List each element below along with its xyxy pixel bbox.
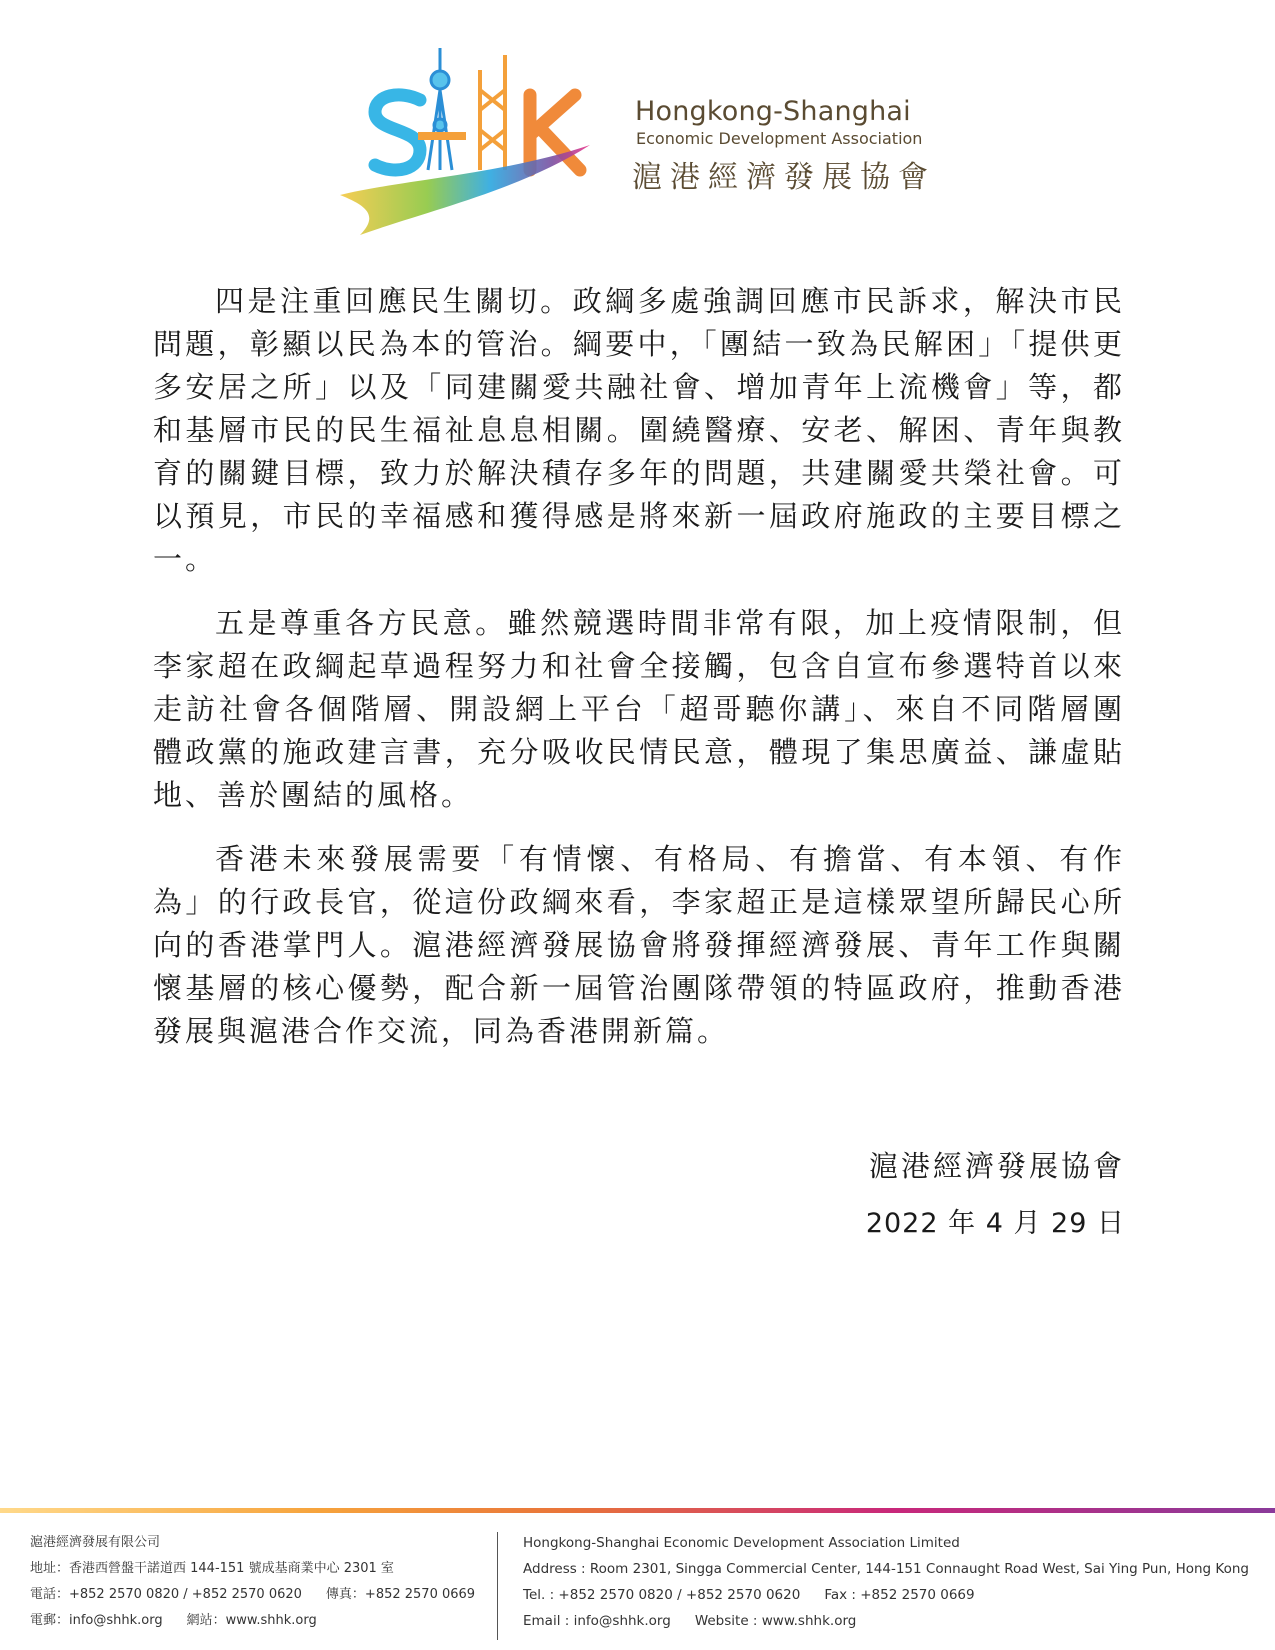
- signature-block: [866, 1146, 1125, 1244]
- letter-body: [153, 280, 1125, 1074]
- paragraph-1: 四是注重回應民生關切。政綱多處強調回應市民訴求，解決市民問題，彰顯以民為本的管治。綱要中，「團結一致為民解困」「提供更多安居之所」以及「同建關愛共融社會、增加青年上流機會」等，都和基層市民的民生福祉息息相關。圍繞醫療、安老、解困、青年與教育的關鍵目標，致力於解決積存多年的問題，共建關愛共榮社會。可以預見，市民的幸福感和獲得感是將來新一屆政府施政的主要目標之一。: [153, 284, 1125, 576]
- footer-phone-en: Tel. : +852 2570 0820 / +852 2570 0620: [523, 1587, 801, 1603]
- footer-contact-en: [523, 1530, 1249, 1634]
- footer-address-en: Address : Room 2301, Singga Commercial Center, 144-151 Connaught Road West, Sai Ying Pun, Hong Kong: [523, 1561, 1249, 1577]
- shhk-logo: [340, 40, 630, 245]
- footer-phone-zh: 電話：+852 2570 0820 / +852 2570 0620: [30, 1587, 302, 1602]
- paragraph-3: 香港未來發展需要「有情懷、有格局、有擔當、有本領、有作為」的行政長官，從這份政綱來看，李家超正是這樣眾望所歸民心所向的香港掌門人。滬港經濟發展協會將發揮經濟發展、青年工作與關懷基層的核心優勢，配合新一屆管治團隊帶領的特區政府，推動香港發展與滬港合作交流，同為香港開新篇。: [153, 842, 1125, 1048]
- logo-letter-s: [375, 95, 420, 170]
- footer-divider: [497, 1532, 498, 1640]
- pearl-tower-icon: [428, 48, 452, 170]
- org-name-en-line2: Economic Development Association: [636, 129, 923, 148]
- footer-fax-zh: 傳真：+852 2570 0669: [325, 1587, 476, 1602]
- footer-fax-en: Fax : +852 2570 0669: [824, 1587, 975, 1603]
- hk-tower-icon: [480, 55, 505, 170]
- footer-company-en: Hongkong-Shanghai Economic Development Association Limited: [523, 1535, 960, 1551]
- footer-contact-zh: [30, 1530, 475, 1634]
- footer-gradient-line: [0, 1508, 1275, 1513]
- footer-website-en[interactable]: Website : www.shhk.org: [694, 1613, 857, 1629]
- footer-email-en[interactable]: Email : info@shhk.org: [523, 1613, 671, 1629]
- footer-address-zh: 地址：香港西營盤干諾道西 144-151 號成基商業中心 2301 室: [30, 1561, 394, 1576]
- footer-website-zh: 網站：www.shhk.org: [186, 1613, 317, 1628]
- org-name-en-line1: Hongkong-Shanghai: [635, 96, 911, 127]
- footer-company-zh: 滬港經濟發展有限公司: [30, 1535, 161, 1550]
- org-name-zh: 滬港經濟發展協會: [632, 160, 936, 195]
- letterhead: [0, 0, 1275, 260]
- rainbow-swoosh: [340, 145, 590, 235]
- footer-email-zh: 電郵：info@shhk.org: [30, 1613, 163, 1628]
- signature-org: 滬港經濟發展協會: [868, 1149, 1125, 1183]
- paragraph-2: 五是尊重各方民意。雖然競選時間非常有限，加上疫情限制，但李家超在政綱起草過程努力和社會全接觸，包含自宣布參選特首以來走訪社會各個階層、開設網上平台「超哥聽你講」、來自不同階層團體政黨的施政建言書，充分吸收民情民意，體現了集思廣益、謙虛貼地、善於團結的風格。: [153, 606, 1125, 812]
- signature-date: 2022 年 4 月 29 日: [865, 1208, 1125, 1239]
